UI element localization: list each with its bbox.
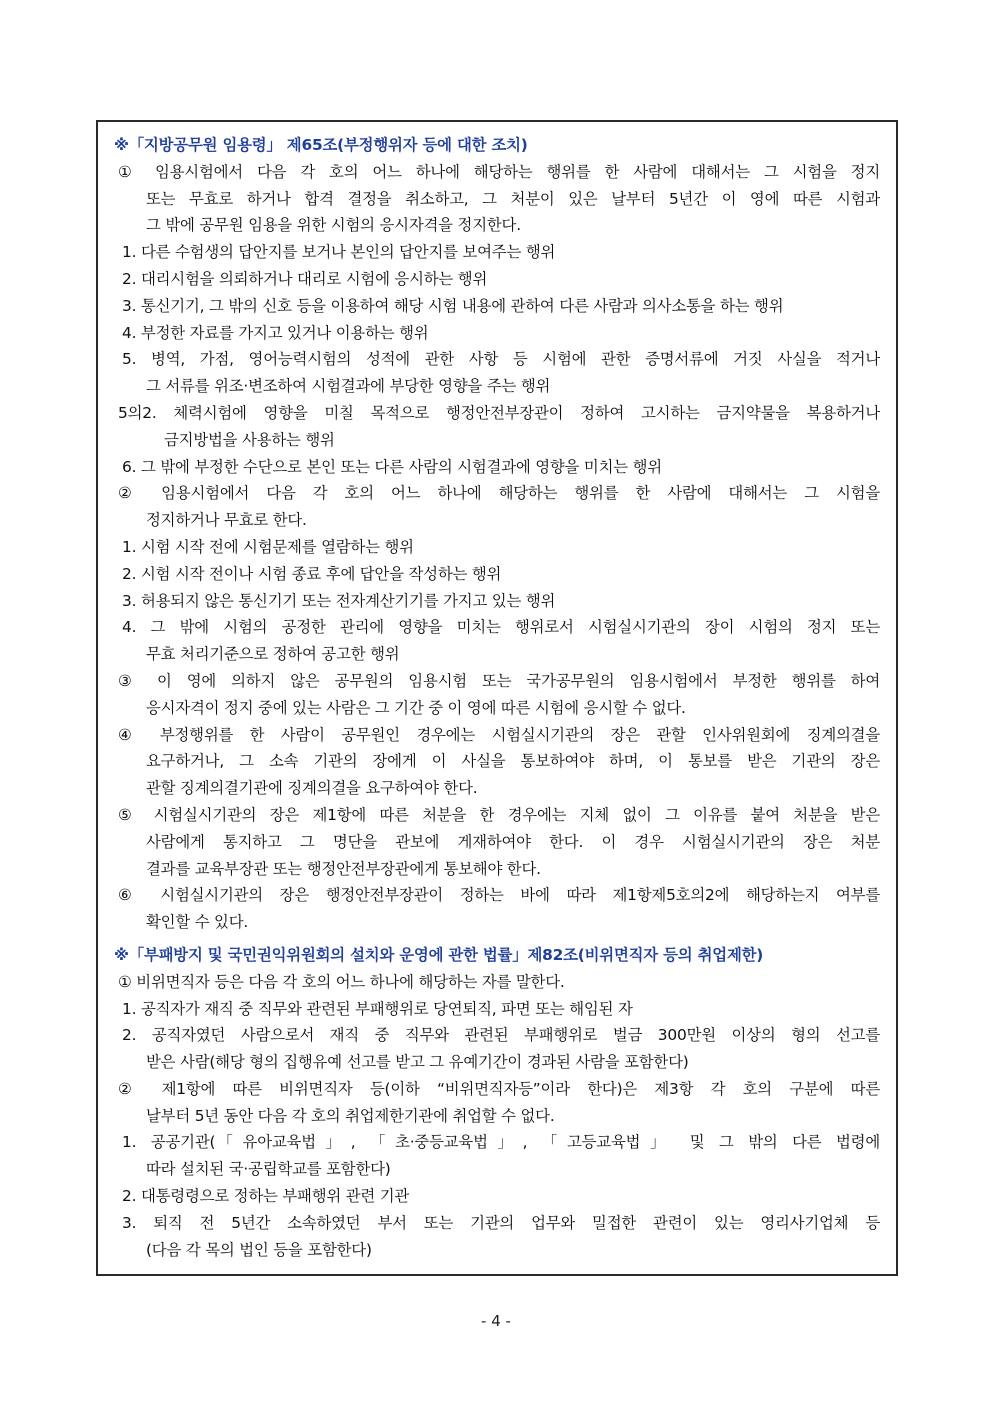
paragraph-1-line-3: 그 밖에 공무원 임용을 위한 시험의 응시자격을 정지한다. xyxy=(146,216,521,235)
p2-item-1: 1. 시험 시작 전에 시험문제를 열람하는 행위 xyxy=(122,537,414,556)
paragraph-1-line-2: 또는 무효로 하거나 합격 결정을 취소하고, 그 처분이 있은 날부터 5년간 이 영에 따른 시험과 xyxy=(146,189,880,208)
paragraph-3-line-2: 응시자격이 정지 중에 있는 사람은 그 기간 중 이 영에 따른 시험에 응시할 수 없다. xyxy=(146,698,686,717)
item-5-line-2: 그 서류를 위조·변조하여 시험결과에 부당한 영향을 주는 행위 xyxy=(146,377,551,396)
paragraph-5-line-1: ⑤ 시험실시기관의 장은 제1항에 따른 처분을 한 경우에는 지체 없이 그 이유를 붙여 처분을 받은 xyxy=(118,805,880,824)
page-number: - 4 - xyxy=(481,1312,511,1330)
paragraph-2-line-2: 정지하거나 무효로 한다. xyxy=(146,511,307,530)
item-3: 3. 통신기기, 그 밖의 신호 등을 이용하여 해당 시험 내용에 관하여 다른 사람과 의사소통을 하는 행위 xyxy=(122,296,784,315)
a82-paragraph-2-line-2: 날부터 5년 동안 다음 각 호의 취업제한기관에 취업할 수 없다. xyxy=(146,1106,555,1125)
item-4: 4. 부정한 자료를 가지고 있거나 이용하는 행위 xyxy=(122,323,429,342)
paragraph-4-line-3: 관할 징계의결기관에 징계의결을 요구하여야 한다. xyxy=(146,779,478,798)
p2-item-4-line-2: 무효 처리기준으로 정하여 공고한 행위 xyxy=(146,645,400,664)
paragraph-2-line-1: ② 임용시험에서 다음 각 호의 어느 하나에 해당하는 행위를 한 사람에 대해서는 그 시험을 xyxy=(118,484,880,503)
a82-p2-item-1-line-1: 1. 공공기관(「유아교육법」, 「초·중등교육법」, 「고등교육법」 및 그 밖의 다른 법령에 xyxy=(122,1133,880,1152)
regulation-box xyxy=(96,120,898,1276)
a82-item-1: 1. 공직자가 재직 중 직무와 관련된 부패행위로 당연퇴직, 파면 또는 해임된 자 xyxy=(122,999,633,1018)
item-5-2-line-1: 5의2. 체력시험에 영향을 미칠 목적으로 행정안전부장관이 정하여 고시하는 금지약물을 복용하거나 xyxy=(118,403,880,422)
a82-p2-item-3-line-2: (다음 각 목의 법인 등을 포함한다) xyxy=(146,1240,372,1259)
item-5-2-line-2: 금지방법을 사용하는 행위 xyxy=(164,430,335,449)
a82-p2-item-3-line-1: 3. 퇴직 전 5년간 소속하였던 부서 또는 기관의 업무와 밀접한 관련이 있는 영리사기업체 등 xyxy=(122,1213,880,1232)
item-1: 1. 다른 수험생의 답안지를 보거나 본인의 답안지를 보여주는 행위 xyxy=(122,243,556,262)
a82-paragraph-2-line-1: ② 제1항에 따른 비위면직자 등(이하 “비위면직자등”이라 한다)은 제3항 각 호의 구분에 따른 xyxy=(118,1079,880,1098)
a82-item-2-line-2: 받은 사람(해당 형의 집행유예 선고를 받고 그 유예기간이 경과된 사람을 포함한다) xyxy=(146,1053,689,1072)
paragraph-6-line-2: 확인할 수 있다. xyxy=(146,913,249,932)
paragraph-5-line-2: 사람에게 통지하고 그 명단을 관보에 게재하여야 한다. 이 경우 시험실시기관의 장은 처분 xyxy=(146,832,880,851)
item-6: 6. 그 밖에 부정한 수단으로 본인 또는 다른 사람의 시험결과에 영향을 미치는 행위 xyxy=(122,457,662,476)
item-2: 2. 대리시험을 의뢰하거나 대리로 시험에 응시하는 행위 xyxy=(122,269,488,288)
paragraph-4-line-1: ④ 부정행위를 한 사람이 공무원인 경우에는 시험실시기관의 장은 관할 인사위원회에 징계의결을 xyxy=(118,725,880,744)
a82-p2-item-1-line-2: 따라 설치된 국·공립학교를 포함한다) xyxy=(146,1160,391,1179)
a82-p2-item-2: 2. 대통령령으로 정하는 부패행위 관련 기관 xyxy=(122,1187,410,1206)
article-65-title: ※「지방공무원 임용령」 제65조(부정행위자 등에 대한 조치) xyxy=(114,136,528,154)
paragraph-1-line-1: ① 임용시험에서 다음 각 호의 어느 하나에 해당하는 행위를 한 사람에 대해서는 그 시험을 정지 xyxy=(118,162,880,181)
p2-item-2: 2. 시험 시작 전이나 시험 종료 후에 답안을 작성하는 행위 xyxy=(122,564,502,583)
paragraph-4-line-2: 요구하거나, 그 소속 기관의 장에게 이 사실을 통보하여야 하며, 이 통보를 받은 기관의 장은 xyxy=(146,752,880,771)
p2-item-3: 3. 허용되지 않은 통신기기 또는 전자계산기기를 가지고 있는 행위 xyxy=(122,591,556,610)
a82-item-2-line-1: 2. 공직자였던 사람으로서 재직 중 직무와 관련된 부패행위로 벌금 300만원 이상의 형의 선고를 xyxy=(122,1026,880,1045)
p2-item-4-line-1: 4. 그 밖에 시험의 공정한 관리에 영향을 미치는 행위로서 시험실시기관의 장이 시험의 정지 또는 xyxy=(122,618,880,637)
paragraph-3-line-1: ③ 이 영에 의하지 않은 공무원의 임용시험 또는 국가공무원의 임용시험에서 부정한 행위를 하여 xyxy=(118,671,880,690)
article-82-title: ※「부패방지 및 국민권익위원회의 설치와 운영에 관한 법률」제82조(비위면직자 등의 취업제한) xyxy=(114,945,764,964)
paragraph-6-line-1: ⑥ 시험실시기관의 장은 행정안전부장관이 정하는 바에 따라 제1항제5호의2에 해당하는지 여부를 xyxy=(118,886,880,905)
item-5-line-1: 5. 병역, 가점, 영어능력시험의 성적에 관한 사항 등 시험에 관한 증명서류에 거짓 사실을 적거나 xyxy=(122,350,880,369)
paragraph-5-line-3: 결과를 교육부장관 또는 행정안전부장관에게 통보해야 한다. xyxy=(146,859,541,878)
a82-paragraph-1: ① 비위면직자 등은 다음 각 호의 어느 하나에 해당하는 자를 말한다. xyxy=(118,972,565,991)
